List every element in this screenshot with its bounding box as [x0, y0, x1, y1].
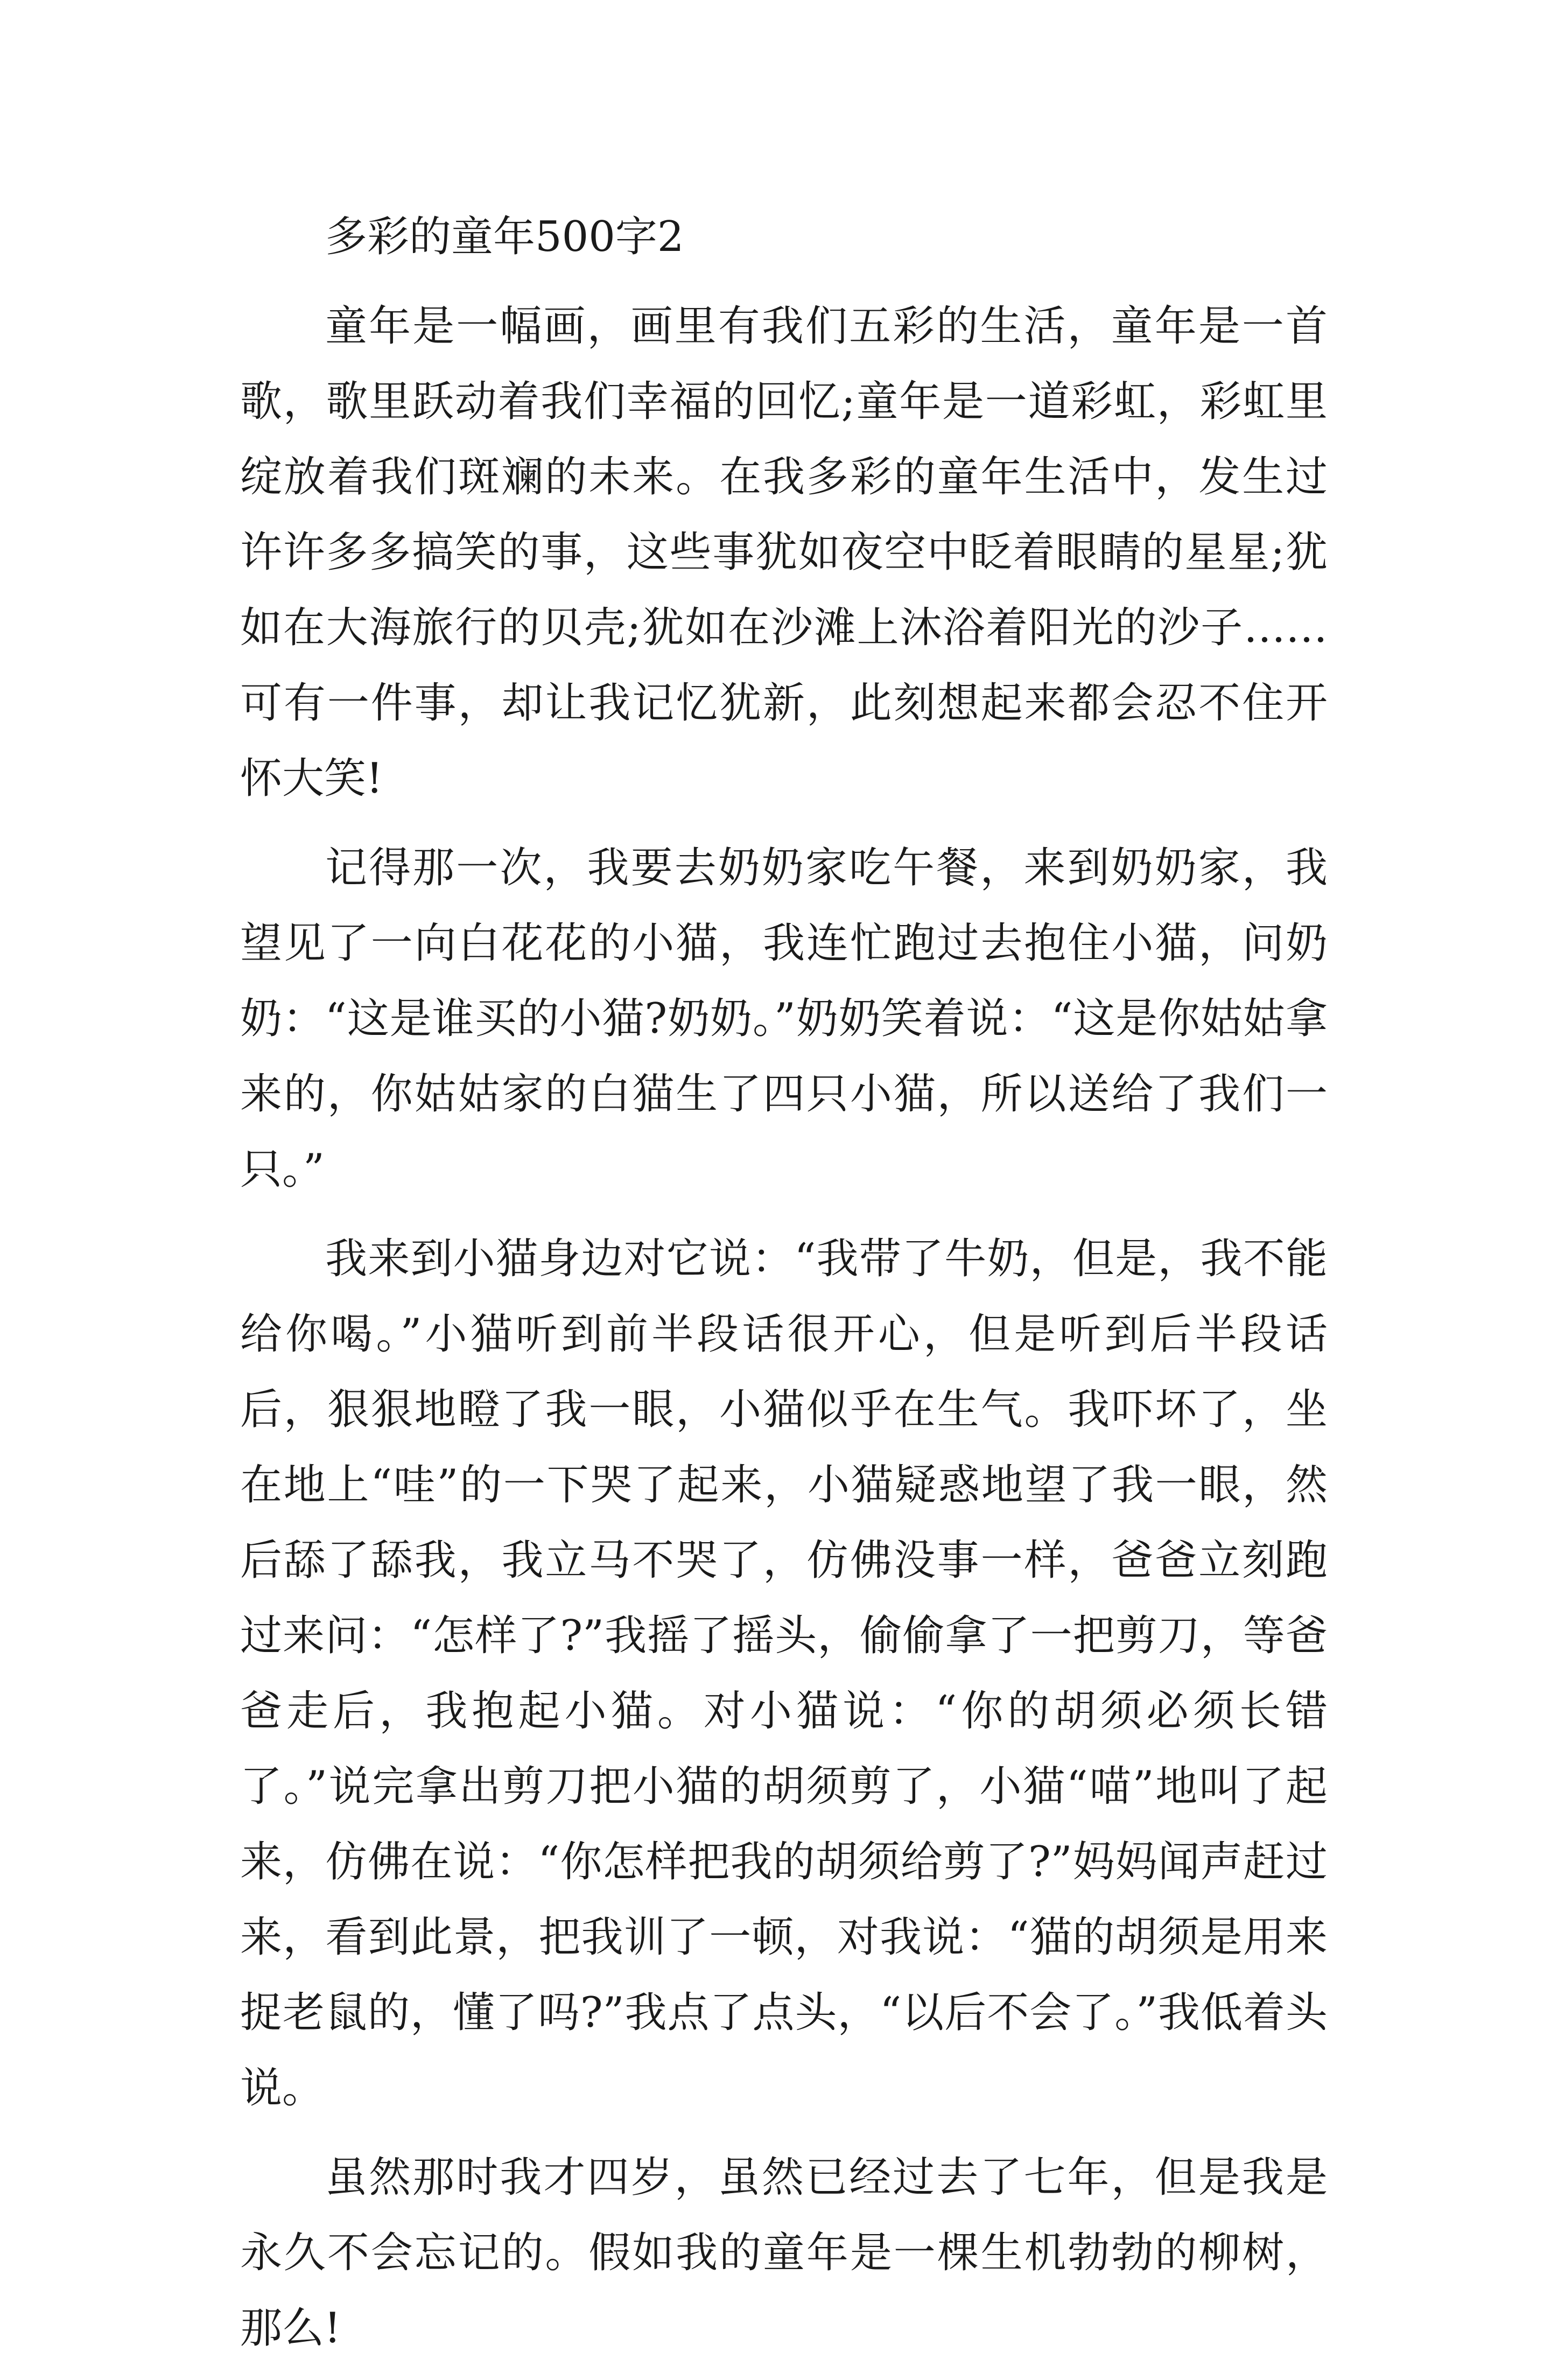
- paragraph-conclusion: 虽然那时我才四岁，虽然已经过去了七年，但是我是永久不会忘记的。假如我的童年是一棵生机勃勃的柳树，那么!: [240, 2153, 1328, 2353]
- document-body: [240, 199, 1328, 2380]
- paragraph-intro: 童年是一幅画，画里有我们五彩的生活，童年是一首歌，歌里跃动着我们幸福的回忆;童年是一道彩虹，彩虹里绽放着我们斑斓的未来。在我多彩的童年生活中，发生过许许多多搞笑的事，这些事犹如夜空中眨着眼睛的星星;犹如在大海旅行的贝壳;犹如在沙滩上沐浴着阳光的沙子……可有一件事，却让我记忆犹新，此刻想起来都会忍不住开怀大笑!: [240, 302, 1328, 803]
- paragraph-grandma-visit: 记得那一次，我要去奶奶家吃午餐，来到奶奶家，我望见了一向白花花的小猫，我连忙跑过去抱住小猫，问奶奶：“这是谁买的小猫?奶奶。”奶奶笑着说：“这是你姑姑拿来的，你姑姑家的白猫生了四只小猫，所以送给了我们一只。”: [240, 844, 1328, 1194]
- document-title: 多彩的童年500字2: [325, 213, 684, 261]
- paragraph-cat-story: 我来到小猫身边对它说：“我带了牛奶，但是，我不能给你喝。”小猫听到前半段话很开心，但是听到后半段话后，狠狠地瞪了我一眼，小猫似乎在生气。我吓坏了，坐在地上“哇”的一下哭了起来，小猫疑惑地望了我一眼，然后舔了舔我，我立马不哭了，仿佛没事一样，爸爸立刻跑过来问：“怎样了?”我摇了摇头，偷偷拿了一把剪刀，等爸爸走后，我抱起小猫。对小猫说：“你的胡须必须长错了。”说完拿出剪刀把小猫的胡须剪了，小猫“喵”地叫了起来，仿佛在说：“你怎样把我的胡须给剪了?”妈妈闻声赶过来，看到此景，把我训了一顿，对我说：“猫的胡须是用来捉老鼠的，懂了吗?”我点了点头，“以后不会了。”我低着头说。: [240, 1235, 1328, 2112]
